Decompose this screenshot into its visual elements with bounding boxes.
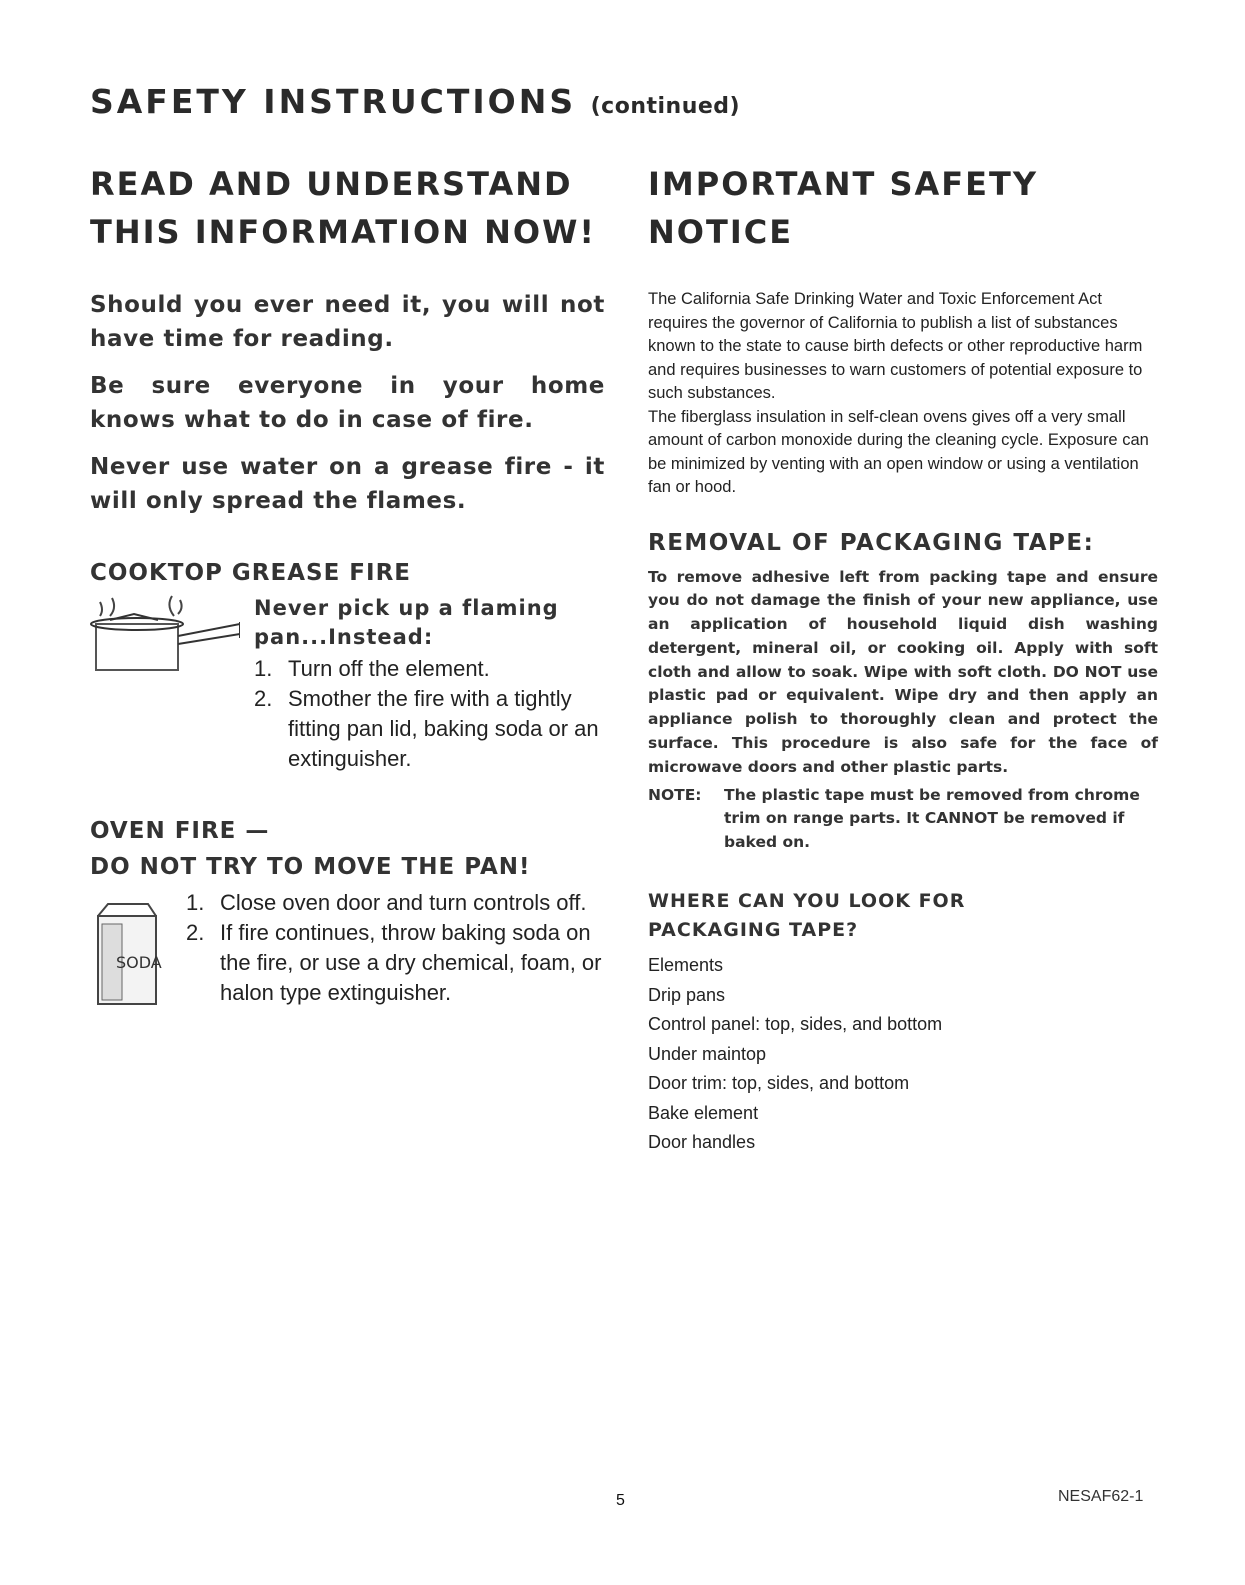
do-not-move-heading: DO NOT TRY TO MOVE THE PAN! — [90, 854, 531, 880]
safety-notice-line2: NOTICE — [648, 213, 794, 251]
california-notice — [648, 288, 1158, 500]
note-label: NOTE: — [648, 785, 702, 804]
soda-label: SODA — [116, 953, 162, 972]
baking-soda-box-icon — [90, 898, 170, 1008]
tape-removal-body: To remove adhesive left from packing tape and ensure you do not damage the finish of your new appliance, use an application of household liquid dish washing detergent, mineral oil, or cooking oil. Apply with soft cloth and allow to soak. Wipe with soft cloth. DO NOT use plastic pad or equivalent. Wipe dry and then apply an appliance polish to thoroughly clean and protect the surface. This procedure is also safe for the face of microwave doors and other plastic parts. — [648, 567, 1158, 776]
cooktop-fire-steps — [254, 654, 605, 774]
list-item: 1. Close oven door and turn controls off. — [186, 890, 587, 915]
tape-location-list — [648, 951, 1158, 1158]
cooktop-fire-lead: Never pick up a flaming pan...Instead: — [254, 596, 559, 649]
warning-text: Should you ever need it, you will not have time for reading. — [90, 292, 605, 352]
warning-text: Never use water on a grease fire - it will only spread the flames. — [90, 454, 605, 514]
tape-removal-heading: REMOVAL OF PACKAGING TAPE: — [648, 529, 1095, 556]
left-column — [90, 160, 605, 1008]
right-column — [648, 160, 1158, 1158]
page-title-text: SAFETY INSTRUCTIONS — [90, 82, 577, 121]
notice-paragraph: The fiberglass insulation in self-clean ovens gives off a very small amount of carbon monoxide during the cleaning cycle. Exposure can be minimized by venting with an open window or using a ventilation fan or hood. — [648, 407, 1149, 496]
list-item: 2. Smother the fire with a tightly fitting pan lid, baking soda or an extinguisher. — [254, 686, 599, 771]
oven-fire-steps — [186, 888, 605, 1008]
list-item: Elements — [648, 955, 724, 976]
flaming-pan-icon — [90, 594, 240, 684]
where-to-look-heading: WHERE CAN YOU LOOK FOR PACKAGING TAPE? — [648, 890, 966, 942]
oven-fire-section — [90, 888, 605, 1008]
list-item: 1. Turn off the element. — [254, 656, 490, 681]
list-item: Door trim: top, sides, and bottom — [648, 1073, 910, 1094]
list-item: Under maintop — [648, 1043, 767, 1064]
list-item: Door handles — [648, 1132, 756, 1153]
safety-notice-heading — [648, 160, 1158, 256]
read-understand-line2: THIS INFORMATION NOW! — [90, 213, 596, 251]
read-understand-line1: READ AND UNDERSTAND — [90, 165, 573, 203]
read-understand-heading — [90, 160, 605, 256]
safety-notice-line1: IMPORTANT SAFETY — [648, 165, 1038, 203]
page-title-suffix: (continued) — [590, 94, 741, 119]
tape-note — [648, 784, 1158, 855]
list-item: Bake element — [648, 1102, 759, 1123]
list-item: 2. If fire continues, throw baking soda on the fire, or use a dry chemical, foam, or halon type extinguisher. — [186, 920, 602, 1005]
warning-text: Be sure everyone in your home knows what to do in case of fire. — [90, 373, 605, 433]
page-number: 5 — [616, 1492, 625, 1509]
notice-paragraph: The California Safe Drinking Water and Toxic Enforcement Act requires the governor of California to publish a list of substances known to the state to cause birth defects or other reproductive harm and requires businesses to warn customers of potential exposure to such substances. — [648, 290, 1143, 402]
list-item: Control panel: top, sides, and bottom — [648, 1014, 943, 1035]
cooktop-fire-heading: COOKTOP GREASE FIRE — [90, 560, 411, 586]
warning-list — [90, 288, 605, 518]
page-title — [90, 82, 740, 121]
note-text: The plastic tape must be removed from chrome trim on range parts. It CANNOT be removed if baked on. — [724, 785, 1140, 852]
cooktop-fire-section — [90, 594, 605, 774]
list-item: Drip pans — [648, 984, 726, 1005]
document-code: NESAF62-1 — [1058, 1488, 1144, 1505]
oven-fire-heading: OVEN FIRE — — [90, 818, 270, 844]
